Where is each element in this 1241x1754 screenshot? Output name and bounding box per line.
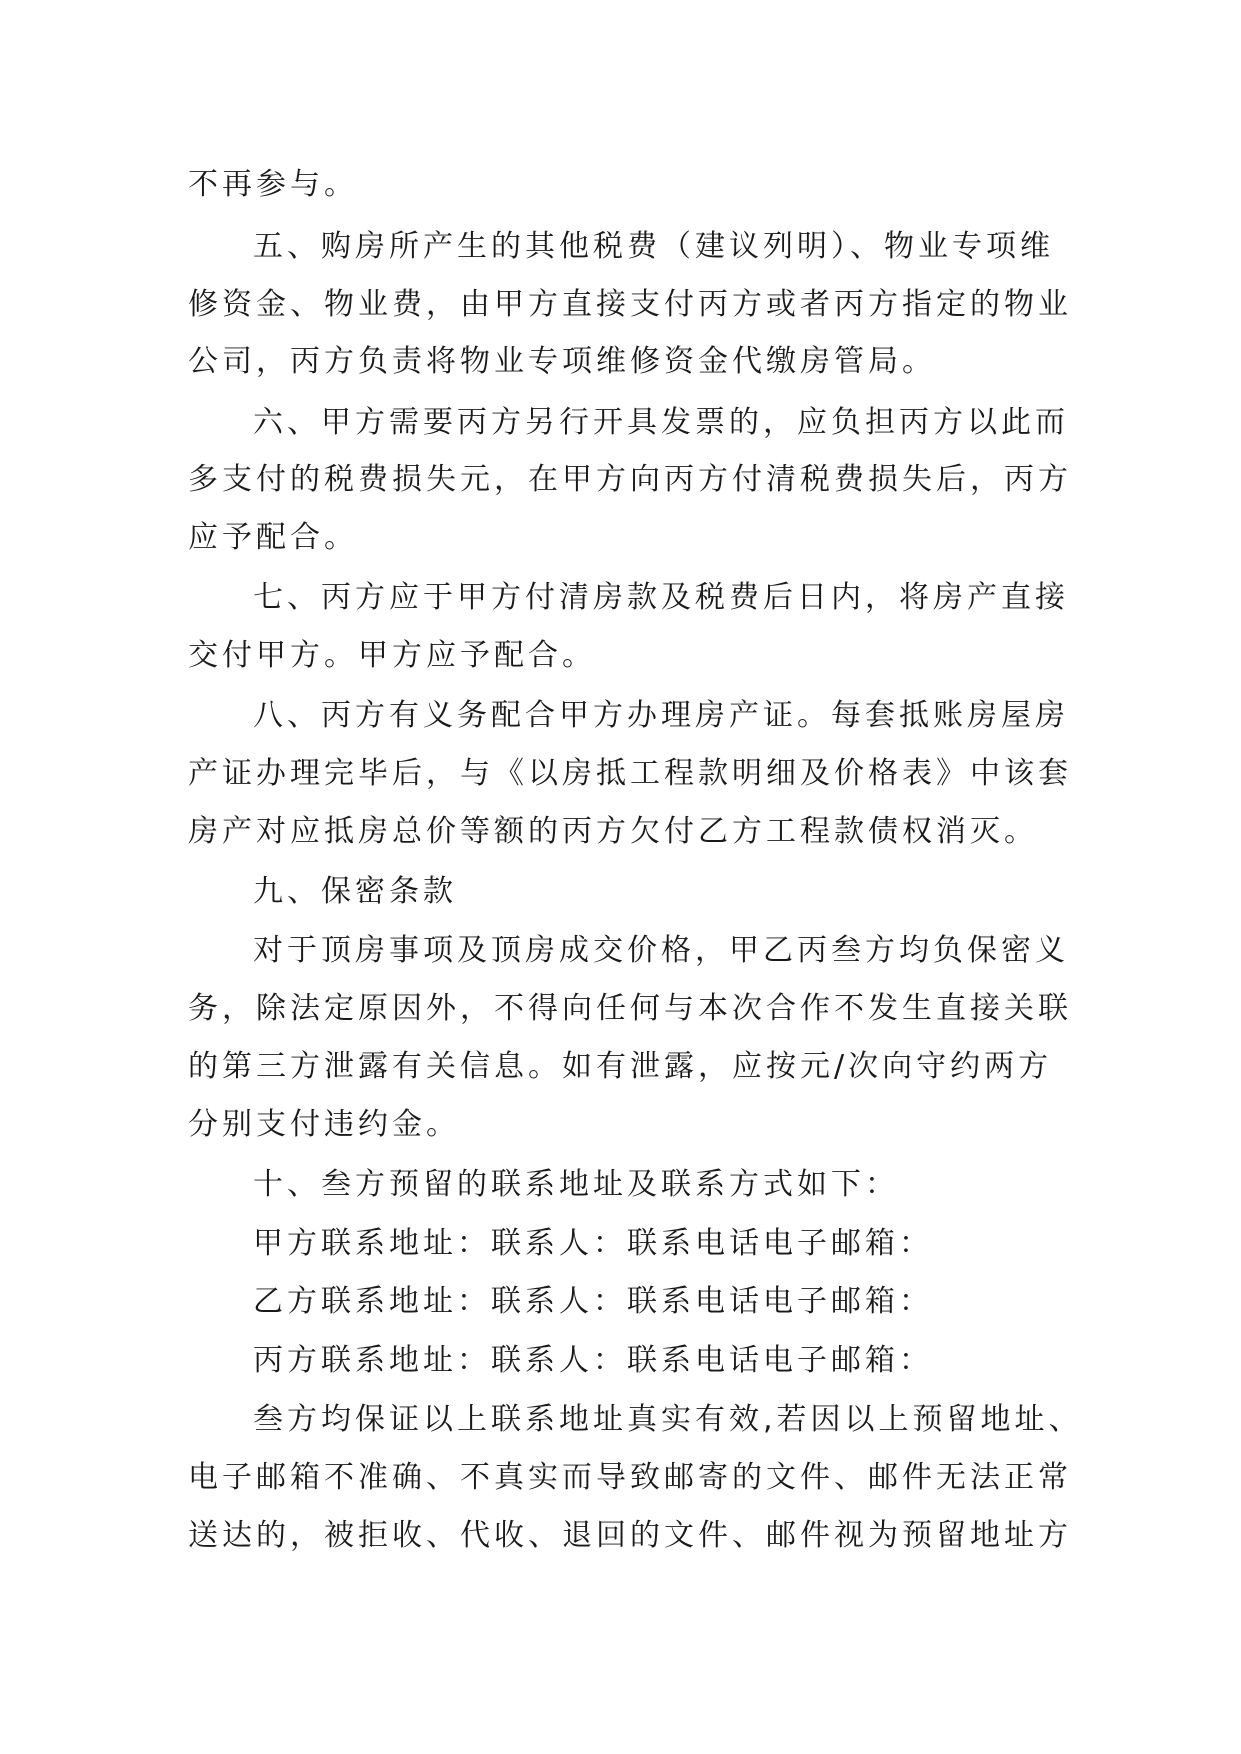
text-line: 多支付的税费损失元，在甲方向丙方付清税费损失后，丙方 [188,462,1072,497]
text-line: 务，除法定原因外，不得向任何与本次合作不发生直接关联 [188,991,1072,1026]
text-line: 公司，丙方负责将物业专项维修资金代缴房管局。 [188,344,936,379]
contact-line: 丙方联系地址：联系人：联系电话电子邮箱： [253,1343,933,1378]
text-line: 交付甲方。甲方应予配合。 [188,638,596,673]
text-line: 电子邮箱不准确、不真实而导致邮寄的文件、邮件无法正常 [188,1460,1072,1495]
text-line: 房产对应抵房总价等额的丙方欠付乙方工程款债权消灭。 [188,814,1038,849]
text-line: 七、丙方应于甲方付清房款及税费后日内，将房产直接 [253,580,1069,615]
text-line: 不再参与。 [188,167,358,202]
text-line: 产证办理完毕后，与《以房抵工程款明细及价格表》中该套 [188,756,1072,791]
text-line: 应予配合。 [188,520,358,555]
text-line: 叁方均保证以上联系地址真实有效,若因以上预留地址、 [253,1402,1083,1437]
section-heading: 九、保密条款 [253,874,457,909]
text-line: 修资金、物业费，由甲方直接支付丙方或者丙方指定的物业 [188,287,1072,322]
text-line: 送达的，被拒收、代收、退回的文件、邮件视为预留地址方 [188,1518,1072,1553]
contact-line: 乙方联系地址：联系人：联系电话电子邮箱： [253,1284,933,1319]
text-line: 分别支付违约金。 [188,1107,460,1142]
text-line: 十、叁方预留的联系地址及联系方式如下： [253,1167,899,1202]
text-line: 对于顶房事项及顶房成交价格，甲乙丙叁方均负保密义 [253,933,1069,968]
text-line: 八、丙方有义务配合甲方办理房产证。每套抵账房屋房 [253,698,1069,733]
contact-line: 甲方联系地址：联系人：联系电话电子邮箱： [253,1226,933,1261]
text-line: 五、购房所产生的其他税费（建议列明）、物业专项维 [253,229,1054,264]
text-line: 六、甲方需要丙方另行开具发票的，应负担丙方以此而 [253,405,1069,440]
text-line: 的第三方泄露有关信息。如有泄露，应按元/次向守约两方 [188,1049,1053,1084]
